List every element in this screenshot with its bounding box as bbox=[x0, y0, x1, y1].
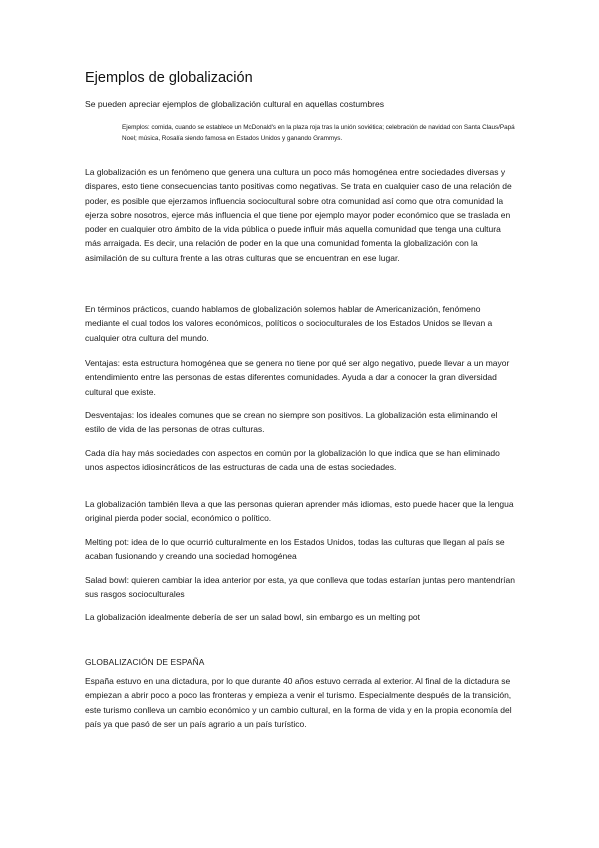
paragraph-salad-bowl: Salad bowl: quieren cambiar la idea anterior por esta, ya que conlleva que todas estarían juntas pero mantendrían sus rasgos socioculturales bbox=[85, 575, 515, 600]
section-paragraph: España estuvo en una dictadura, por lo que durante 40 años estuvo cerrada al exterior. Al final de la dictadura se empiezan a abrir poco a poco las fronteras y empieza a venir el turismo. Especialmente después de la transición, este turismo conlleva un cambio económico y un cambio cultural, en la forma de vida y en la propia economía del país ya que pasó de ser un país agrario a un país turístico. bbox=[85, 676, 512, 729]
paragraph-americanization: En términos prácticos, cuando hablamos de globalización solemos hablar de Americanización, fenómeno mediante el cual todos los valores económicos, políticos o socioculturales de los Estados Unidos se llevan a cualquier otra cultura del mundo. bbox=[85, 304, 493, 343]
section-heading: GLOBALIZACIÓN DE ESPAÑA bbox=[85, 657, 205, 667]
paragraph-languages: La globalización también lleva a que las personas quieran aprender más idiomas, esto puede hacer que la lengua original pierda poder social, económico o político. bbox=[85, 499, 514, 524]
paragraph-conclusion: La globalización idealmente debería de ser un salad bowl, sin embargo es un melting pot bbox=[85, 612, 421, 622]
paragraph-melting-pot: Melting pot: idea de lo que ocurrió culturalmente en los Estados Unidos, todas las culturas que llegan al país se acaban fusionando y creando una sociedad homogénea bbox=[85, 537, 505, 562]
intro-text: Se pueden apreciar ejemplos de globalización cultural en aquellas costumbres bbox=[85, 99, 385, 109]
example-quote: Ejemplos: comida, cuando se establece un McDonald's en la plaza roja tras la unión soviética; celebración de navidad con Santa Claus/Papá Noel; música, Rosalía siendo famosa en Estados Unidos y ganando Grammys. bbox=[122, 124, 515, 142]
paragraph-common-aspects: Cada día hay más sociedades con aspectos en común por la globalización lo que indica que se han eliminado unos aspectos idiosincráticos de las estructuras de cada una de estas sociedades. bbox=[85, 448, 500, 473]
paragraph-disadvantages: Desventajas: los ideales comunes que se crean no siempre son positivos. La globalización esta eliminando el estilo de vida de las personas de otras culturas. bbox=[85, 410, 498, 435]
paragraph-advantages: Ventajas: esta estructura homogénea que se genera no tiene por qué ser algo negativo, puede llevar a un mayor entendimiento entre las personas de estas diferentes comunidades. Ayuda a dar a conocer la gran diversidad cultural que existe. bbox=[85, 358, 510, 397]
page-title: Ejemplos de globalización bbox=[85, 70, 253, 86]
paragraph-definition: La globalización es un fenómeno que genera una cultura un poco más homogénea entre sociedades diversas y dispares, esto tiene consecuencias tanto positivas como negativas. Se trata en cualquier caso de una relación de poder, es posible que ejerzamos influencia sociocultural sobre otra comunidad así como que otra comunidad la ejerza sobre nosotros, ejerce más influencia el que tiene por ejemplo mayor poder económico que se traslada en poder en cualquier otro ámbito de la vida pública o puede influir más aquella comunidad que tenga una cultura más arraigada. Es decir, una relación de poder en la que una comunidad fomenta la globalización con la asimilación de su cultura frente a las otras culturas que se encuentran en ese lugar. bbox=[85, 167, 512, 263]
